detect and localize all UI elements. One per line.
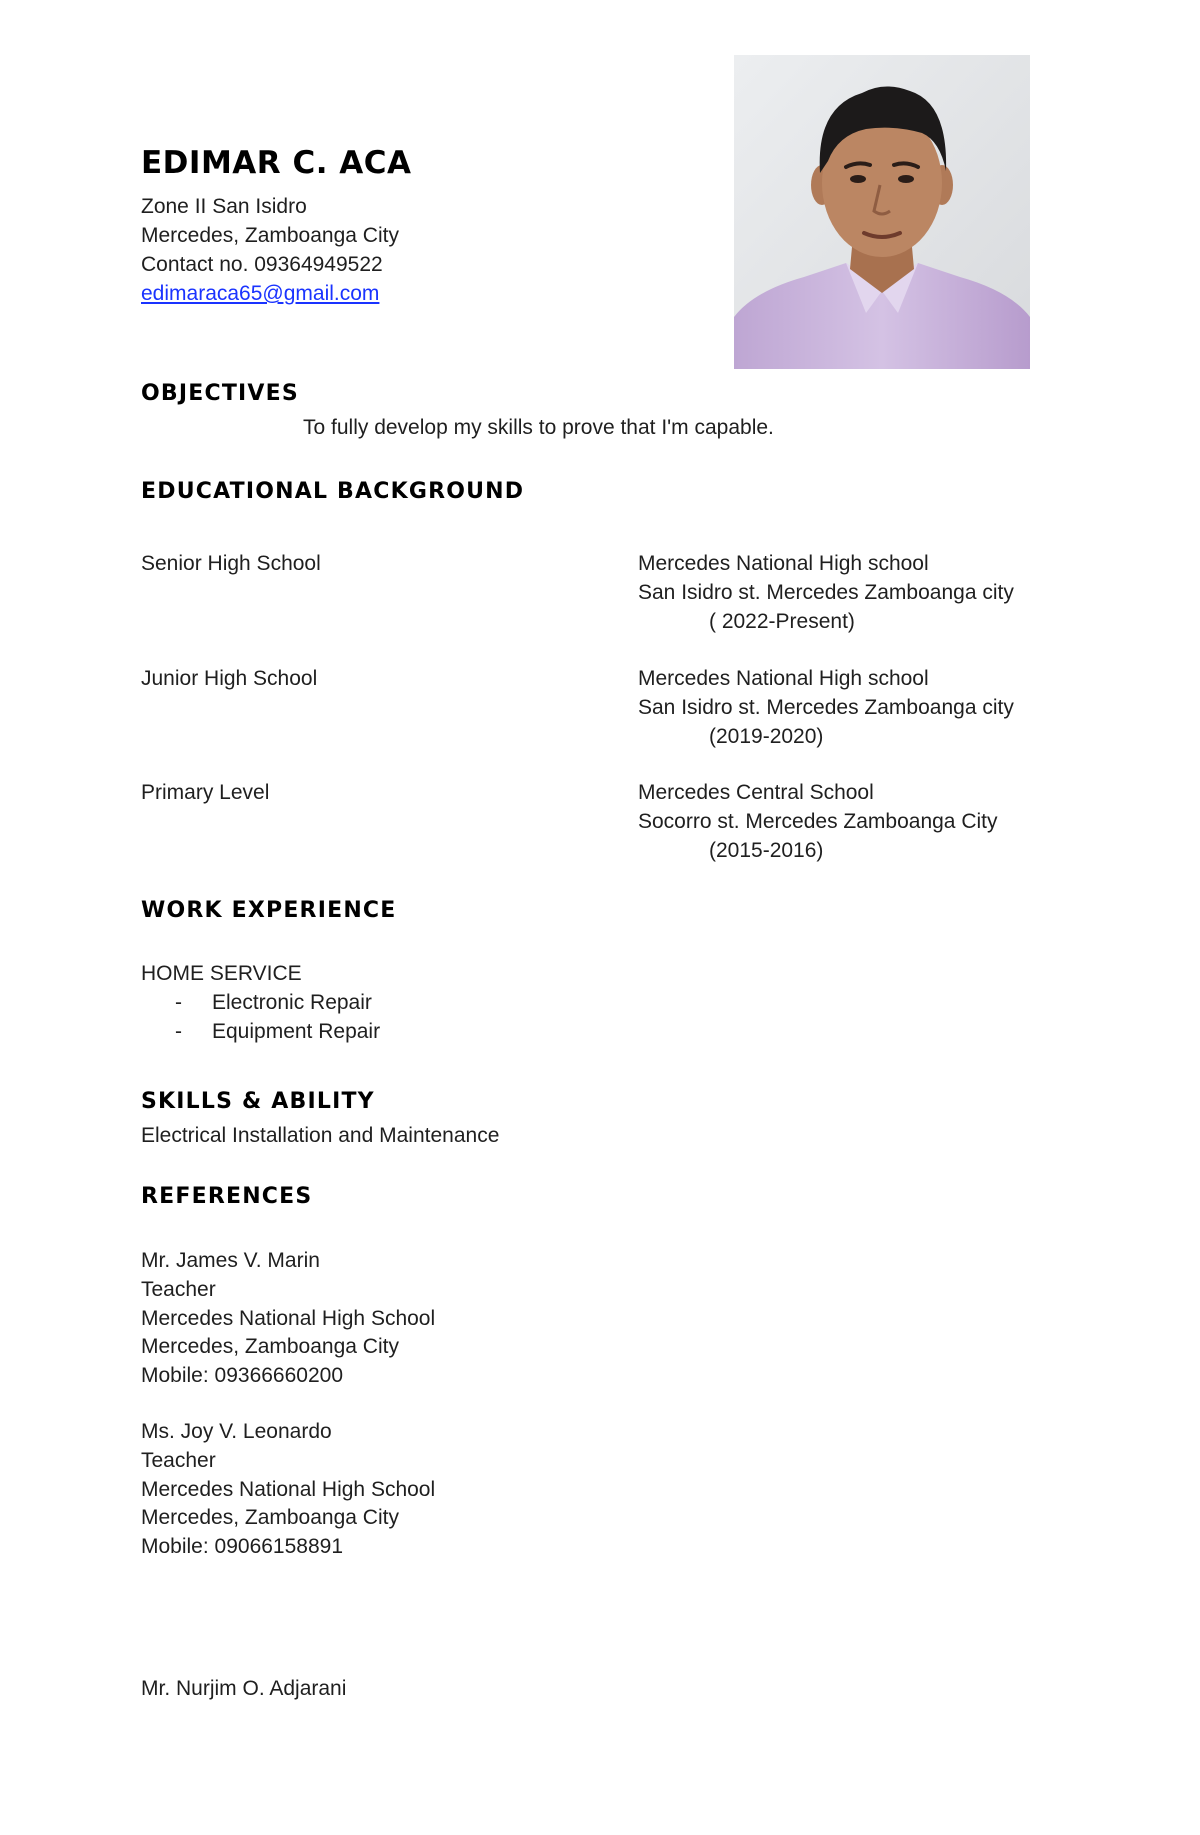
- education-level: Primary Level: [141, 781, 270, 804]
- reference-position: Teacher: [141, 1449, 216, 1472]
- bullet-dash: -: [175, 1020, 182, 1043]
- education-address: San Isidro st. Mercedes Zamboanga city: [638, 696, 1014, 719]
- education-years: ( 2022-Present): [709, 610, 855, 633]
- skills-text: Electrical Installation and Maintenance: [141, 1124, 500, 1147]
- contact-number: Contact no. 09364949522: [141, 253, 383, 276]
- reference-mobile: Mobile: 09066158891: [141, 1535, 344, 1558]
- reference-name: Mr. Nurjim O. Adjarani: [141, 1677, 347, 1700]
- reference-position: Teacher: [141, 1278, 216, 1301]
- reference-name: Ms. Joy V. Leonardo: [141, 1420, 332, 1443]
- reference-name: Mr. James V. Marin: [141, 1249, 320, 1272]
- objectives-heading: OBJECTIVES: [141, 381, 299, 406]
- work-title: HOME SERVICE: [141, 962, 302, 985]
- reference-mobile: Mobile: 09366660200: [141, 1364, 344, 1387]
- references-heading: REFERENCES: [141, 1184, 313, 1209]
- education-heading: EDUCATIONAL BACKGROUND: [141, 479, 525, 504]
- reference-location: Mercedes, Zamboanga City: [141, 1506, 399, 1529]
- education-school: Mercedes Central School: [638, 781, 874, 804]
- bullet-dash: -: [175, 991, 182, 1014]
- education-school: Mercedes National High school: [638, 667, 929, 690]
- profile-photo-icon: [734, 55, 1030, 369]
- education-years: (2015-2016): [709, 839, 824, 862]
- reference-school: Mercedes National High School: [141, 1478, 436, 1501]
- education-level: Junior High School: [141, 667, 318, 690]
- education-address: San Isidro st. Mercedes Zamboanga city: [638, 581, 1014, 604]
- address-line-1: Zone II San Isidro: [141, 195, 307, 218]
- email-link[interactable]: edimaraca65@gmail.com: [141, 282, 380, 305]
- objectives-text: To fully develop my skills to prove that I'm capable.: [303, 416, 774, 439]
- skills-heading: SKILLS & ABILITY: [141, 1089, 375, 1114]
- education-years: (2019-2020): [709, 725, 824, 748]
- education-address: Socorro st. Mercedes Zamboanga City: [638, 810, 998, 833]
- education-school: Mercedes National High school: [638, 552, 929, 575]
- education-level: Senior High School: [141, 552, 321, 575]
- work-experience-heading: WORK EXPERIENCE: [141, 898, 397, 923]
- reference-school: Mercedes National High School: [141, 1307, 436, 1330]
- address-line-2: Mercedes, Zamboanga City: [141, 224, 399, 247]
- work-item: Electronic Repair: [212, 991, 372, 1014]
- profile-photo: [734, 55, 1030, 369]
- reference-location: Mercedes, Zamboanga City: [141, 1335, 399, 1358]
- applicant-name: EDIMAR C. ACA: [141, 145, 412, 181]
- work-item: Equipment Repair: [212, 1020, 381, 1043]
